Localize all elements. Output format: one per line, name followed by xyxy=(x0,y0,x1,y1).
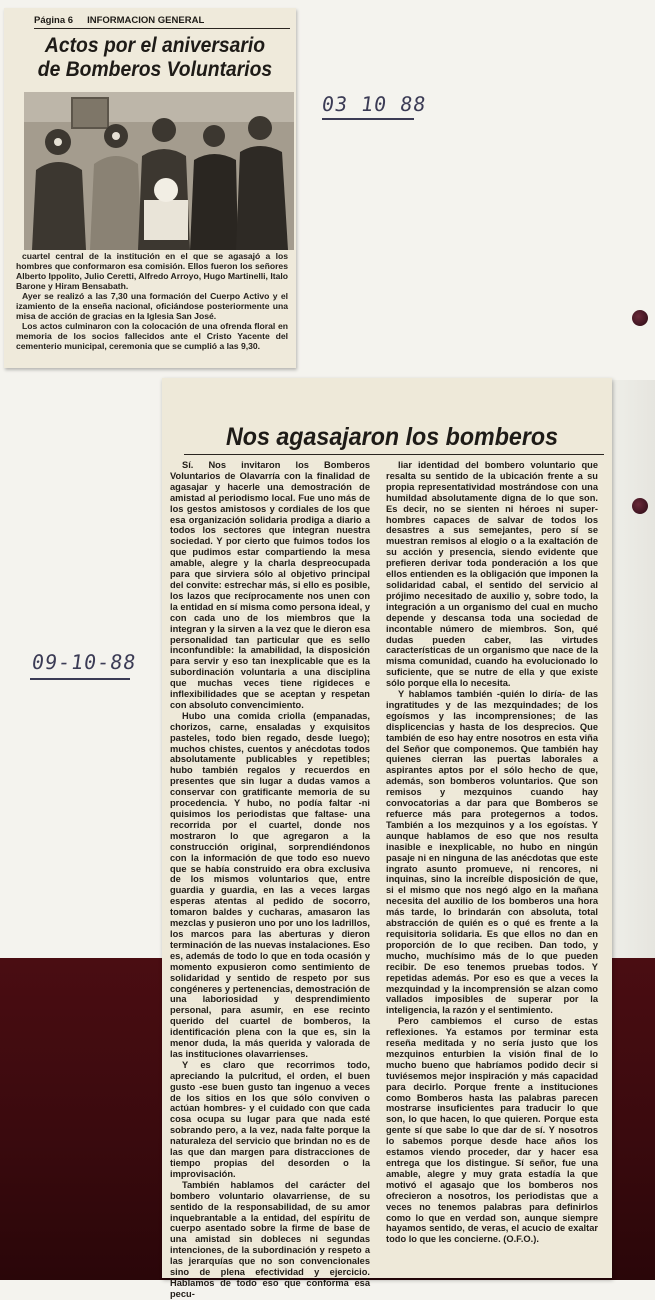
article-column-right xyxy=(386,460,598,1272)
handwritten-date-first: 03 10 88 xyxy=(320,92,429,116)
date-underline xyxy=(30,678,130,680)
pin-dot-upper xyxy=(632,310,648,326)
title-divider xyxy=(184,454,604,455)
article-paragraph: liar identidad del bombero voluntario que resalta su sentido de la ubicación frente a su propia representatividad mostrándose con una humildad absolutamente digna de lo que son. Es decir, no se sienten ni héroes ni super-hombres capaces de salvar de todos los desastres a sus semejantes, pero sí se muestran remisos al elogio o a la exaltación de su acción y presencia, siendo evidente que prefieren derivar toda ponderación a los que ellos entienden es la obligación que imponen la solidaridad cabal, el sentido del servicio al prójimo necesitado de auxilio y, sobre todo, la integración a un organismo del cual en mucho depende y descansa toda una sociedad de incontable número de miembros. Son, qué dudas pueden caber, las virtudes características de un organismo que nace de la misma comunidad, cuando ha evolucionado lo suficiente, que se nutre de ella y que existe sólo porque ella lo necesita. xyxy=(386,460,598,689)
section-label: INFORMACION GENERAL xyxy=(87,14,205,26)
article-column-left xyxy=(170,460,370,1299)
caption-paragraph: Ayer se realizó a las 7,30 una formación del Cuerpo Activo y el izamiento de la enseña nacional, oficiándose posteriormente una misa de acción de gracias en la Iglesia San José. xyxy=(16,291,288,321)
group-photo xyxy=(24,92,294,250)
article-paragraph: Y hablamos también -quién lo diría- de las ingratitudes y de las mezquindades; de los egoísmos y las incomprensiones; de las displicencias y hasta de los desprecios. Que también de eso hay entre nosotros en esta viña del Señor que componemos. Que también hay quienes cierran las puertas laborales a aspirantes aptos por el sólo hecho de que, además, son bomberos voluntarios. Que son remisos y mezquinos cuando hay convocatorias a dar para que Bomberos se refuerce más para protegernos a todos. También a los mezquinos y a los egoístas. Y aunque hablamos de eso que nos resulta inasible e inexplicable, no hubo en ningún pasaje ni en ninguna de las anécdotas que este ingrato asunto promueve, ni rencores, ni inquinas, sino la increíble disposición de que, si el mismo que nos negó algo en la mañana necesita del auxilio de los bomberos una hora más tarde, lo brindarán con absoluta, total abstracción de quién es o qué es frente a la requisitoria solidaria. Es que ellos no dan en proporción de lo que reciben. Dan todo, y mucho, muchísimo más de lo que pueden recibir. De eso tenemos pruebas todos. Y repetidas además. Por eso es que a veces la mezquindad y la incomprensión se alzan como vallados imposibles de superar por la inteligencia, la razón y el sentimiento. xyxy=(386,689,598,1016)
clipping-header xyxy=(34,12,290,29)
caption-paragraph: cuartel central de la institución en el que se agasajó a los hombres que conformaron esa comisión. Ellos fueron los señores Alberto Ippolito, Julio Ceretti, Alfredo Arroyo, Hugo Martinelli, Italo Barone y Hiram Bensabath. xyxy=(16,251,288,291)
caption-paragraph: Los actos culminaron con la colocación de una ofrenda floral en memoria de los socios fallecidos ante el Cristo Yacente del cementerio municipal, ceremonia que se cumplió a las 9,30. xyxy=(16,321,288,351)
article-paragraph: Pero cambiemos el curso de estas reflexiones. Ya estamos por terminar esta reseña meditada y no sería justo que los mezquinos enturbien la visión final de lo mucho bueno que habríamos podido decir si tuviésemos mejor inspiración y más capacidad para decirlo. Porque frente a instituciones como Bomberos hasta las palabras parecen mostrarse insuficientes para traducir lo que son, lo que hacen, lo que quieren. Porque esta gente sí que sabe lo que dar de sí. Y nosotros lo sabemos porque desde hace años los estamos viendo proceder, dar y hacer esa entrega que los distingue. Sí señor, fue una amable, alegre y muy grata estadía la que motivó el agasajo que los bomberos nos ofrecieron a nosotros, los periodistas que a veces no tenemos palabras para definirlos como lo que en verdad son, aunque siempre hayamos sentido, de veras, el acucio de exaltar todo lo que les concierne. (O.F.O.). xyxy=(386,1016,598,1245)
newspaper-clipping-anniversary xyxy=(4,8,296,368)
background-right-strip xyxy=(612,380,655,960)
article-paragraph: Y es claro que recorrimos todo, apreciando la pulcritud, el orden, el buen gusto -ese buen gusto tan ingenuo a veces de los sitios en los que sólo conviven o actúan hombres- y el cuidado con que cada cosa ocupa su lugar para que nada esté sobrando pero, a la vez, nada falte porque la naturaleza del servicio que brindan no es de las que dan margen para distracciones de tiempo propias del desorden o la improvisación. xyxy=(170,1059,370,1179)
title-line-1: Actos por el aniversario xyxy=(44,34,266,57)
date-underline xyxy=(322,118,414,120)
handwritten-date-second: 09-10-88 xyxy=(30,650,139,674)
clipping-caption xyxy=(16,251,288,351)
page-label: Página 6 xyxy=(34,14,74,26)
article-paragraph: Hubo una comida criolla (empanadas, chorizos, carne, ensaladas y exquisitos pasteles, todo bien regado, desde luego); muchos chistes, cuentos y anécdotas todos absolutamente publicables y repetibles; hubo también regalos y recuerdos en presentes que sin lugar a dudas vamos a conservar con gratificante memoria de su procedencia. Y hubo, no podía faltar -ni quisimos los periodistas que faltase- una recorrida por el cuartel, donde nos mostraron lo que agregaron a la construcción original, sorprendiéndonos con la información de que todo eso nuevo que se había construido era obra exclusiva de los mismos voluntarios que, entre guardia y guardia, en las a veces largas esperas atentas al pedido de socorro, tomaron baldes y cucharas, amasaron las mezclas y pusieron uno por uno los ladrillos, los marcos para las aberturas y dieron terminación de las nuevas instalaciones. Eso es, además de todo lo que en toda ocasión y momento expusieron como sentimiento de solidaridad y sentido de respeto por sus congéneres y pertenencias, demostración de una laboriosidad y desprendimiento personal, para asumir, en ese recinto querido del cuartel de bomberos, la identificación plena con la que es, sin la menor duda, la más querida y valorada de las instituciones olavarrienses. xyxy=(170,710,370,1059)
article-paragraph: Sí. Nos invitaron los Bomberos Voluntarios de Olavarría con la finalidad de agasajar y hacerle una demostración de amistad al periodismo local. Fue uno más de los gestos amistosos y cordiales de los que esa organización solidaria prodiga a diario a todos los sectores que integran nuestra sociedad. Y por cierto que fuimos todos los que pudimos estar compartiendo la mesa amable, alegre y la charla despreocupada para que sirviera sólo al objetivo principal del convite: estrechar más, si ello es posible, los lazos que recíprocamente nos unen con la entidad en sí misma como persona ideal, y con cada uno de los miembros que la integran y la sirven a la vez que le dieron esa personalidad tan particular que es sello inconfundible: la amabilidad, la disposición para servir y eso tan inexplicable que es la subordinación voluntaria a una disciplina que muchas veces tiene rigideces e inflexibilidades que se aceptan y respetan con absoluto convencimiento. xyxy=(170,460,370,710)
clipping-title xyxy=(34,34,275,82)
newspaper-clipping-article xyxy=(162,378,612,1299)
article-paragraph: También hablamos del carácter del bombero voluntario olavarriense, de su sentido de la responsabilidad, de su amor inquebrantable a la entidad, del espíritu de cuerpo asentado sobre la firme de base de una amistad sin dobleces ni segundas intenciones, de la subordinación y respeto a las jerarquías que no son convencionales sino de plena efectividad y ejercicio. Hablamos de todo eso que conforma esa pecu- xyxy=(170,1179,370,1299)
pin-dot-lower xyxy=(632,498,648,514)
title-line-2: de Bomberos Voluntarios xyxy=(37,58,273,81)
article-title: Nos agasajaron los bomberos xyxy=(225,423,559,451)
